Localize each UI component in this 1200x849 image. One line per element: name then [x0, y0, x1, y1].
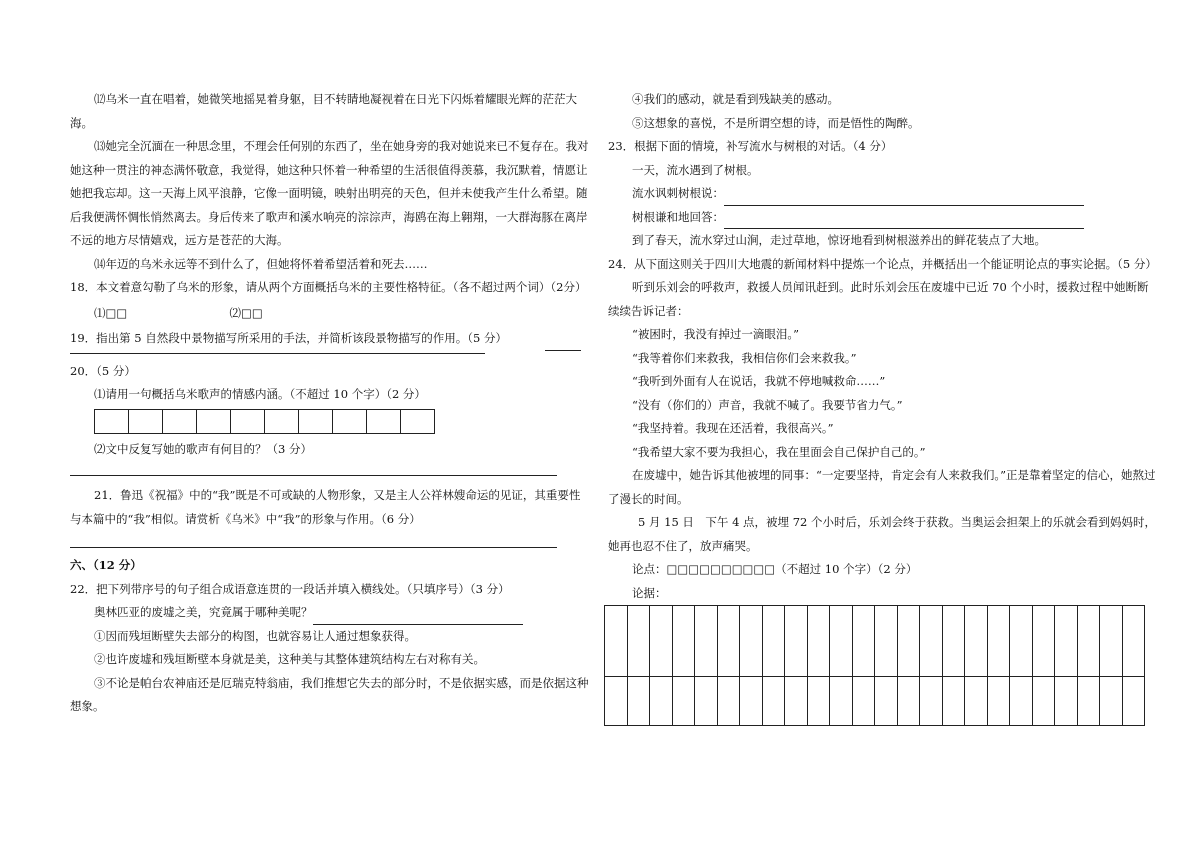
q23-line-3: 树根谦和地回答：	[608, 206, 1158, 230]
question-19: 19．指出第 5 自然段中景物描写所采用的手法，并简析该段景物描写的作用。（5 分）	[70, 327, 590, 351]
question-20-2: ⑵文中反复写她的歌声有何目的？（3 分）	[94, 441, 312, 456]
q18-answer-2[interactable]: ⑵□□	[229, 305, 263, 320]
question-20: 20．（5 分）	[70, 363, 136, 378]
q21-answer-line[interactable]	[70, 547, 557, 548]
news-paragraph-3: 5 月 15 日 下午 4 点，被埋 72 个小时后，乐刘会终于获救。当奥运会担架上的乐就会看到妈妈时，她再也忍不住了，放声痛哭。	[608, 515, 1156, 553]
quote-1: “被困时，我没有掉过一滴眼泪。”	[632, 327, 800, 341]
quote-3: “我听到外面有人在说话，我就不停地喊救命……”	[632, 374, 886, 388]
q23-line-4: 到了春天，流水穿过山涧，走过草地，惊讶地看到树根滋养出的鲜花装点了大地。	[632, 233, 1046, 247]
right-column	[608, 88, 1158, 726]
evidence-answer-grid[interactable]	[604, 605, 1145, 726]
left-column	[70, 88, 590, 719]
paragraph-12: ⑿乌米一直在唱着，她微笑地摇晃着身躯，目不转睛地凝视着在日光下闪烁着耀眼光辉的茫茫大海。	[70, 92, 577, 130]
sentence-3: ③不论是帕台农神庙还是厄瑞克特翁庙，我们推想它失去的部分时，不是依据实感，而是依据这种想象。	[70, 675, 589, 713]
question-22-intro: 奥林匹亚的废墟之美，究竟属于哪种美呢？	[70, 601, 590, 625]
quote-6: “我希望大家不要为我担心，我在里面会自己保护自己的。”	[632, 444, 926, 459]
sentence-5: ⑤这想象的喜悦，不是所谓空想的诗，而是悟性的陶醉。	[632, 115, 920, 130]
paragraph-13: ⒀她完全沉湎在一种思念里，不理会任何别的东西了，坐在她身旁的我对她说来已不复存在。我对她这种一贯注的神态满怀敬意，我觉得，她这种只怀着一种希望的生活很值得羡慕，我沉默着，情愿让她把我忘却。这一天海上风平浪静，它像一面明镜，映射出明亮的天色，但并未使我产生什么希望。随后我便满怀惆怅悄然离去。身后传来了歌声和溪水响亮的淙淙声，海鸥在海上翱翔，一大群海豚在离岸不远的地方尽情嬉戏，远方是苍茫的大海。	[70, 139, 589, 247]
question-18: 18．本文着意勾勒了乌米的形象，请从两个方面概括乌米的主要性格特征。（各不超过两个词）（2分）	[70, 280, 587, 294]
thesis-prompt: 论点：□□□□□□□□□□（不超过 10 个字）（2 分）	[632, 562, 918, 576]
q19-answer-line[interactable]	[70, 353, 485, 354]
news-paragraph-2: 在废墟中，她告诉其他被埋的同事：“一定要坚持，肯定会有人来救我们。”正是靠着坚定的信心，她熬过了漫长的时间。	[608, 468, 1156, 506]
sentence-2: ②也许废墟和残垣断壁本身就是美，这种美与其整体建筑结构左右对称有关。	[94, 652, 485, 666]
question-22: 22．把下列带序号的句子组合成语意连贯的一段话并填入横线处。（只填序号）（3 分）	[70, 581, 510, 596]
quote-5: “我坚持着。我现在还活着，我很高兴。”	[632, 421, 834, 435]
question-18-answers	[70, 302, 590, 326]
q19-answer-line-start[interactable]	[545, 350, 581, 351]
news-paragraph-1: 听到乐刘会的呼救声，救援人员闻讯赶到。此时乐刘会压在废墟中已近 70 个小时，援救过程中她断断续续告诉记者：	[608, 280, 1149, 318]
question-24: 24．从下面这则关于四川大地震的新闻材料中提炼一个论点，并概括出一个能证明论点的事实论据。（5 分）	[608, 256, 1157, 271]
q20-2-answer-line[interactable]	[70, 475, 557, 476]
q23-line-2: 流水讽刺树根说：	[608, 182, 1158, 206]
evidence-prompt: 论据：	[632, 585, 667, 600]
q18-answer-1[interactable]: ⑴□□	[94, 305, 128, 320]
section-6-heading: 六、（12 分）	[70, 558, 142, 572]
sentence-1: ①因而残垣断壁失去部分的构图，也就容易让人通过想象获得。	[94, 628, 416, 643]
paragraph-14: ⒁年迈的乌米永远等不到什么了，但她将怀着希望活着和死去……	[94, 256, 428, 271]
question-20-1: ⑴请用一句概括乌米歌声的情感内涵。（不超过 10 个字）（2 分）	[94, 387, 426, 401]
question-21: 21．鲁迅《祝福》中的“我”既是不可或缺的人物形象，又是主人公祥林嫂命运的见证，其重要性与本篇中的“我”相似。请赏析《乌米》中“我”的形象与作用。（6 分）	[70, 488, 581, 526]
q23-line-1: 一天，流水遇到了树根。	[632, 162, 759, 177]
q20-answer-grid[interactable]	[94, 409, 435, 434]
quote-4: “没有（你们的）声音，我就不喊了。我要节省力气。”	[632, 397, 903, 412]
sentence-4: ④我们的感动，就是看到残缺美的感动。	[632, 92, 839, 106]
quote-2: “我等着你们来救我，我相信你们会来救我。”	[632, 350, 857, 365]
question-23: 23．根据下面的情境，补写流水与树根的对话。（4 分）	[608, 139, 893, 153]
